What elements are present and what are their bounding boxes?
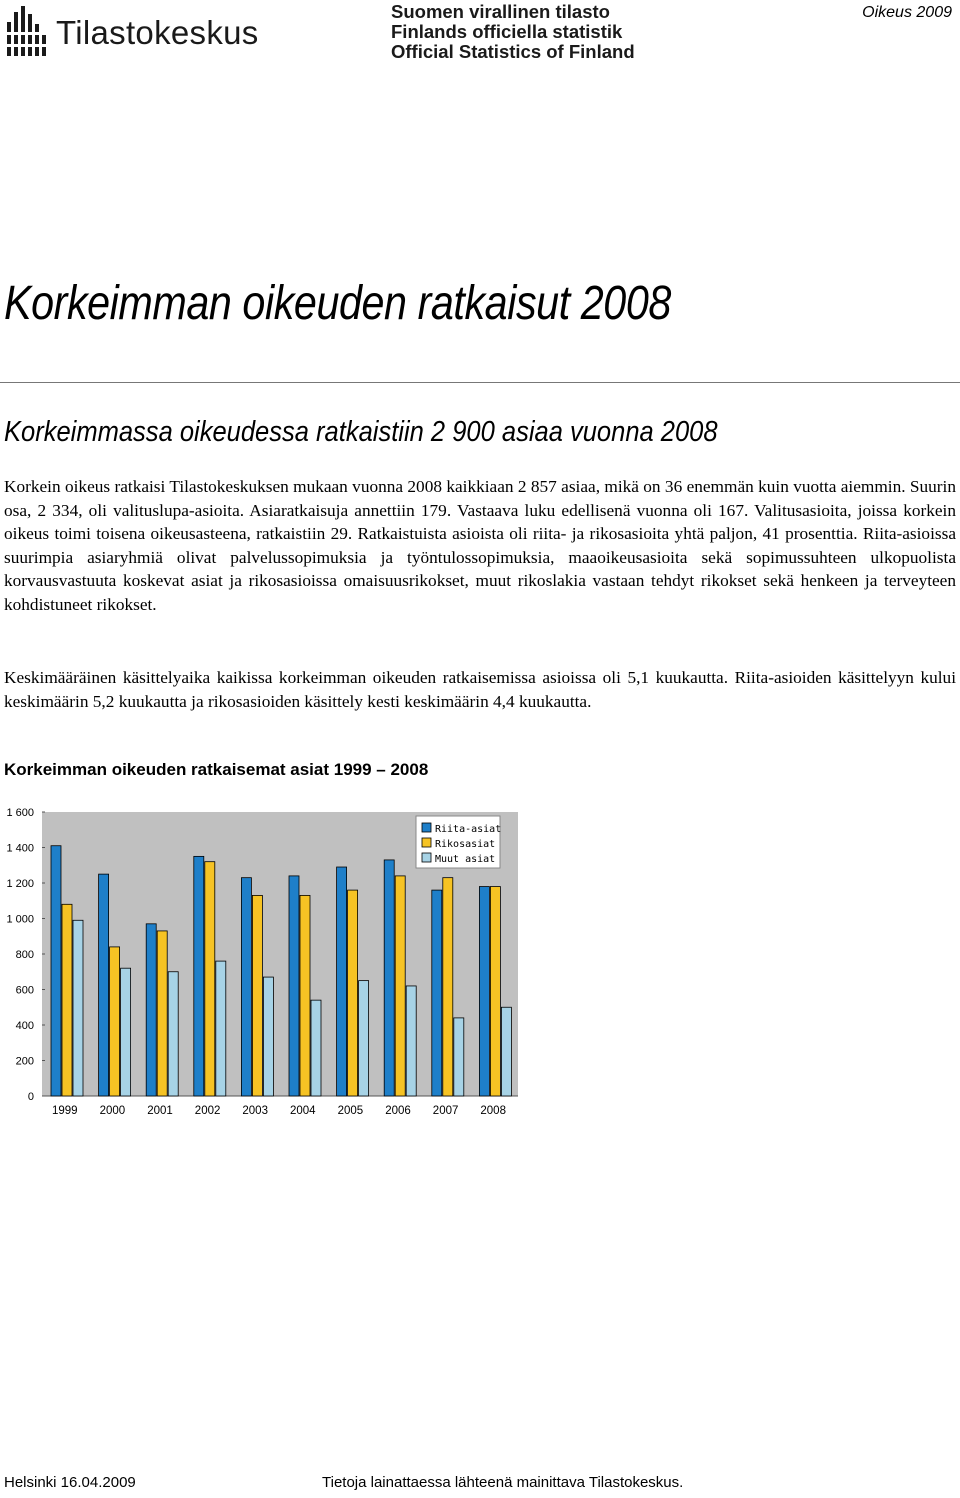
- y-tick-label: 0: [27, 1091, 34, 1103]
- y-tick-label: 400: [15, 1020, 34, 1032]
- bar-muut-asiat: [216, 961, 226, 1096]
- bar-muut-asiat: [263, 977, 273, 1096]
- x-tick-label: 2004: [290, 1105, 316, 1117]
- body-paragraph-2: Keskimääräinen käsittelyaika kaikissa korkeimman oikeuden ratkaisemissa asioissa oli 5,1 kuukautta. Riita-asioiden käsittelyyn kului keskimäärin 5,2 kuukautta ja rikosasioiden käsittely kesti keskimäärin 4,4 kuukautta.: [4, 668, 956, 711]
- x-tick-label: 2002: [194, 1105, 221, 1117]
- bar-rikosasiat: [252, 895, 262, 1096]
- bar-riita-asiat: [289, 876, 299, 1096]
- bar-muut-asiat: [359, 981, 369, 1096]
- bar-chart: [0, 800, 520, 1120]
- x-tick-label: 2006: [385, 1105, 411, 1117]
- official-line-sv: Finlands officiella statistik: [391, 21, 623, 42]
- y-tick-label: 600: [15, 984, 34, 997]
- bar-muut-asiat: [406, 986, 416, 1096]
- bar-rikosasiat: [110, 947, 120, 1096]
- bar-muut-asiat: [454, 1018, 464, 1096]
- tilastokeskus-logo-icon: [4, 4, 52, 60]
- bar-riita-asiat: [337, 867, 347, 1096]
- bar-rikosasiat: [348, 890, 358, 1096]
- bar-riita-asiat: [146, 924, 156, 1096]
- x-tick-label: 1999: [52, 1105, 78, 1117]
- logo-text: Tilastokeskus: [56, 14, 259, 51]
- legend-swatch: [422, 853, 431, 862]
- chart-title: Korkeimman oikeuden ratkaisemat asiat 1999 – 2008: [4, 760, 429, 779]
- bar-muut-asiat: [311, 1000, 321, 1096]
- official-statistics-label: [391, 2, 635, 62]
- x-tick-label: 2008: [480, 1105, 506, 1117]
- bar-muut-asiat: [121, 968, 131, 1096]
- bar-rikosasiat: [62, 904, 72, 1096]
- bar-rikosasiat: [443, 878, 453, 1096]
- y-tick-label: 800: [15, 949, 34, 961]
- bar-riita-asiat: [194, 856, 204, 1096]
- y-tick-label: 1 600: [6, 807, 34, 819]
- section-heading: Korkeimmassa oikeudessa ratkaistiin 2 900 asiaa vuonna 2008: [4, 416, 718, 448]
- bar-rikosasiat: [300, 895, 310, 1096]
- y-tick-label: 1 400: [6, 842, 34, 855]
- page-title: Korkeimman oikeuden ratkaisut 2008: [4, 277, 671, 330]
- x-tick-label: 2007: [432, 1105, 459, 1117]
- y-tick-label: 1 000: [6, 913, 34, 926]
- x-tick-label: 2003: [242, 1105, 268, 1117]
- y-tick-label: 1 200: [6, 878, 34, 890]
- footer-date: Helsinki 16.04.2009: [4, 1474, 136, 1491]
- x-tick-label: 2005: [337, 1105, 364, 1117]
- legend-label: Rikosasiat: [435, 839, 496, 850]
- bar-rikosasiat: [395, 876, 405, 1096]
- bar-riita-asiat: [432, 890, 442, 1096]
- legend-label: Muut asiat: [435, 854, 496, 865]
- body-paragraph-1: Korkein oikeus ratkaisi Tilastokeskuksen mukaan vuonna 2008 kaikkiaan 2 857 asiaa, mikä on 36 enemmän kuin vuotta aiemmin. Suurin osa, 2 334, oli valituslupa-asioita. Asiaratkaisuja annettiin 179. Vastaava luku edellisenä vuonna oli 167. Valitusasioita, joissa korkein oikeus toimi toisena oikeusasteena, ratkaistiin 29. Ratkaistuista asioista oli riita- ja rikosasioita yhtä paljon, 41 prosenttia. Riita-asioissa suurimpia asiaryhmiä olivat palvelussopimuksia ja työntulossopimuksia, maaoikeusasioita sekä sopimussuhteen ulkopuolista korvausvastuuta koskevat asiat ja rikosasioissa omaisuusrikokset, muut rikoslakia vastaan tehdyt rikokset sekä henkeen ja terveyteen kohdistuneet rikokset.: [4, 477, 956, 614]
- bar-riita-asiat: [99, 874, 109, 1096]
- bar-muut-asiat: [501, 1007, 511, 1096]
- footer-source-note: Tietoja lainattaessa lähteenä mainittava Tilastokeskus.: [322, 1474, 684, 1491]
- legend-swatch: [422, 838, 431, 847]
- x-tick-label: 2001: [147, 1105, 173, 1117]
- legend-label: Riita-asiat: [435, 824, 502, 835]
- series-name: Oikeus 2009: [862, 4, 952, 21]
- official-line-en: Official Statistics of Finland: [391, 41, 635, 62]
- bar-riita-asiat: [479, 887, 489, 1096]
- bar-muut-asiat: [168, 972, 178, 1096]
- title-divider: [0, 382, 960, 383]
- legend-swatch: [422, 823, 431, 832]
- bar-rikosasiat: [205, 862, 215, 1096]
- y-tick-label: 200: [15, 1055, 34, 1068]
- bar-rikosasiat: [157, 931, 167, 1096]
- bar-riita-asiat: [384, 860, 394, 1096]
- bar-riita-asiat: [51, 846, 61, 1096]
- bar-riita-asiat: [241, 878, 251, 1096]
- x-tick-label: 2000: [99, 1105, 126, 1117]
- bar-muut-asiat: [73, 920, 83, 1096]
- official-line-fi: Suomen virallinen tilasto: [391, 1, 610, 22]
- bar-rikosasiat: [490, 887, 500, 1096]
